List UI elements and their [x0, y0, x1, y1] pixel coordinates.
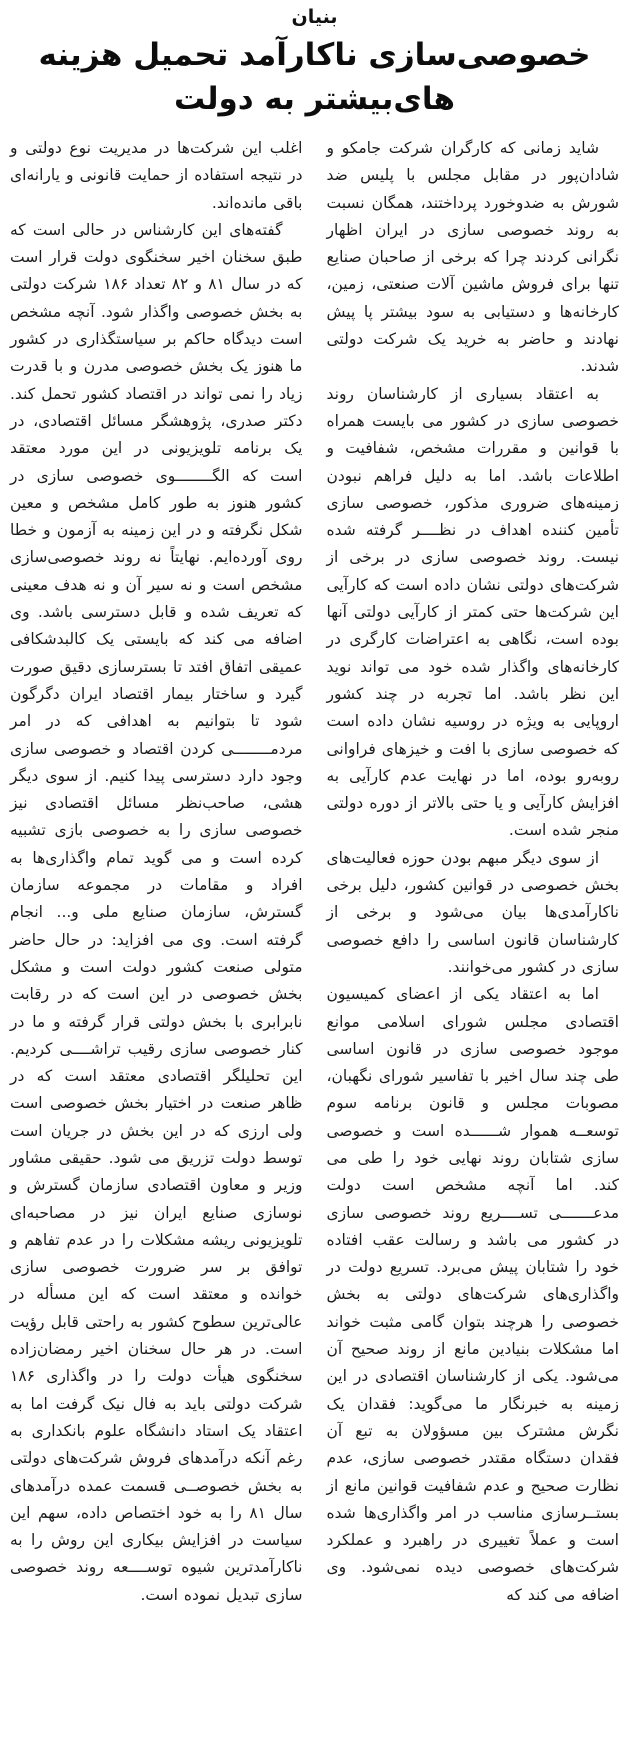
article-paragraph: گفته‌های این کارشناس در حالی است که طبق سخنان اخیر سخنگوی دولت قرار است که در سال ۸۱ و ۸۲ تعداد ۱۸۶ شرکت دولتی به بخش خصوصی واگذار شود. آنچه مشخص است دیدگاه حاکم بر سیاستگذاری در کشور ما هنوز یک بخش خصوصی مدرن و با قدرت زیاد را نمی تواند در اقتصاد کشور تحمل کند. دکتر صدری، پژوهشگر مسائل اقتصادی، در یک برنامه تلویزیونی در این مورد معتقد است که الگــــــــوی خصوصی سازی در کشور هنوز به طور کامل مشخص و معین شکل نگرفته و در این زمینه به آزمون و خطا روی آورده‌ایم. نهایتاً نه روند خصوصی‌سازی مشخص است و نه سیر آن و نه هدف معینی که تعریف شده و قابل دسترسی باشد. وی اضافه می کند که بایستی یک کالبدشکافی عمیقی اتفاق افتد تا بسترسازی دقیق صورت گیرد و ساختار بیمار اقتصاد ایران دگرگون شود تا بتوانیم به اهدافی که در امر مردمــــــــی کردن اقتصاد و خصوصی سازی وجود دارد دسترسی پیدا کنیم. از سوی دیگر هشی، صاحب‌نظر مسائل اقتصادی نیز خصوصی سازی را به خصوصی بازی تشبیه کرده است و می گوید تمام واگذاری‌ها به افراد و مقامات در مجموعه سازمان گسترش، سازمان صنایع ملی و... انجام گرفته است. وی می افزاید: در حال حاضر متولی صنعت کشور دولت است و مشکل بخش خصوصی در این است که در رقابت نابرابری با بخش دولتی قرار گرفته و ما در کنار خصوصی سازی رقیب تراشــــی کردیم. این تحلیلگر اقتصادی معتقد است که در ظاهر صنعت در اختیار بخش خصوصی است ولی ارزی که در این بخش در جریان است توسط دولت تزریق می شود. حقیقی مشاور وزیر و معاون اقتصادی سازمان گسترش و نوسازی صنایع ایران نیز در مصاحبه‌ای تلویزیونی ریشه مشکلات را در عدم تفاهم و توافق بر سر ضرورت خصوصی سازی خوانده و معتقد است که این مسأله در عالی‌ترین سطوح کشور به راحتی قابل رؤیت است. در هر حال سخنان اخیر رمضان‌زاده سخنگوی هیأت دولت را در واگذاری ۱۸۶ شرکت دولتی باید به فال نیک گرفت اما به اعتقاد یک استاد دانشگاه علوم بانکداری به رغم آنکه درآمدهای فروش شرکت‌های دولتی به بخش خصوصــی قسمت عمده درآمدهای سال ۸۱ را به خود اختصاص داده، سهم این سیاست در افزایش بیکاری این روش را به ناکارآمدترین شیوه توســــعه روند خصوصی سازی تبدیل نموده است.	[10, 220, 303, 1604]
article-body	[10, 135, 619, 1609]
article-column-right	[327, 135, 620, 1609]
kicker: بنیان	[291, 6, 338, 28]
headline: خصوصی‌سازی ناکارآمد تحمیل هزینه های‌بیشتر به دولت	[38, 37, 591, 117]
article-column-left	[10, 135, 303, 1609]
article-paragraph: اغلب این شرکت‌ها در مدیریت نوع دولتی و در نتیجه استفاده از حمایت قانونی و یارانه‌ای باقی مانده‌اند.	[10, 139, 303, 212]
article-paragraph: اما به اعتقاد یکی از اعضای کمیسیون اقتصادی مجلس شورای اسلامی موانع موجود خصوصی سازی در قانون اساسی طی چند سال اخیر با تفاسیر شورای نگهبان، مصوبات مجلس و قانون برنامه سوم توسعــه هموار شــــــده است و خصوصی سازی شتابان روند نهایی خود را طی می کند. اما آنچه مشخص است دولت مدعـــــــی تســــریع روند خصوصی سازی در کشور می باشد و رسالت عقب افتاده خود را شتابان پیش می‌برد. تسریع دولت در واگذاری‌های شرکت‌های دولتی به بخش خصوصی را هرچند بتوان گامی مثبت خواند اما مشکلات بنیادین مانع از روند صحیح آن می‌شود. یکی از کارشناسان اقتصادی در این زمینه به خبرنگار ما می‌گوید: فقدان یک نگرش مشترک بین مسؤولان به تبع آن فقدان دستگاه مقتدر خصوصی سازی، عدم نظارت صحیح و عدم شفافیت قوانین مانع از بستــرسازی مناسب در امر واگذاری‌ها شده است و عملاً تغییری در راهبرد و عملکرد شرکت‌های خصوصی دیده نمی‌شود. وی اضافه می کند که	[326, 985, 619, 1604]
article-paragraph: از سوی دیگر مبهم بودن حوزه فعالیت‌های بخش خصوصی در قوانین کشور، دلیل برخی ناکارآمدی‌ها بیان می‌شود و برخی از کارشناسان قانون اساسی را دافع خصوصی سازی در کشور می‌خوانند.	[326, 848, 619, 976]
article-paragraph: به اعتقاد بسیاری از کارشناسان روند خصوصی سازی در کشور می بایست همراه با قوانین و مقررات مشخص، شفافیت و اطلاعات باشد. اما به دلیل فراهم نبودن زمینه‌های ضروری مذکور، خصوصی سازی تأمین کننده اهداف در نظــــر گرفته شده نیست. روند خصوصی سازی در برخی از شرکت‌های دولتی نشان داده است که کارآیی این شرکت‌ها حتی کمتر از کارآیی دولتی آنها بوده است، نگاهی به اعتراضات کارگری در کارخانه‌های واگذار شده خود می تواند نوید این نظر باشد. اما تجربه در چند کشور اروپایی به ویژه در روسیه نشان داده است که خصوصی سازی با افت و خیزهای فراوانی روبه‌رو بوده، اما در نهایت عدم کارآیی به افزایش کارآیی و یا حتی بالاتر از دوره دولتی منجر شده است.	[326, 384, 619, 840]
article-header	[10, 5, 619, 121]
article-paragraph: شاید زمانی که کارگران شرکت جامکو و شادان‌پور در مقابل مجلس با پلیس ضد شورش به ضدوخورد پرداختند، همگان نسبت به روند خصوصی سازی در ایران اظهار نگرانی کردند چرا که برخی از صاحبان صنایع تنها برای فروش ماشین آلات صنعتی، زمین، کارخانه‌ها و دستیابی به سود بیشتر پا پیش نهادند و حاضر به خرید یک شرکت دولتی شدند.	[326, 139, 619, 376]
